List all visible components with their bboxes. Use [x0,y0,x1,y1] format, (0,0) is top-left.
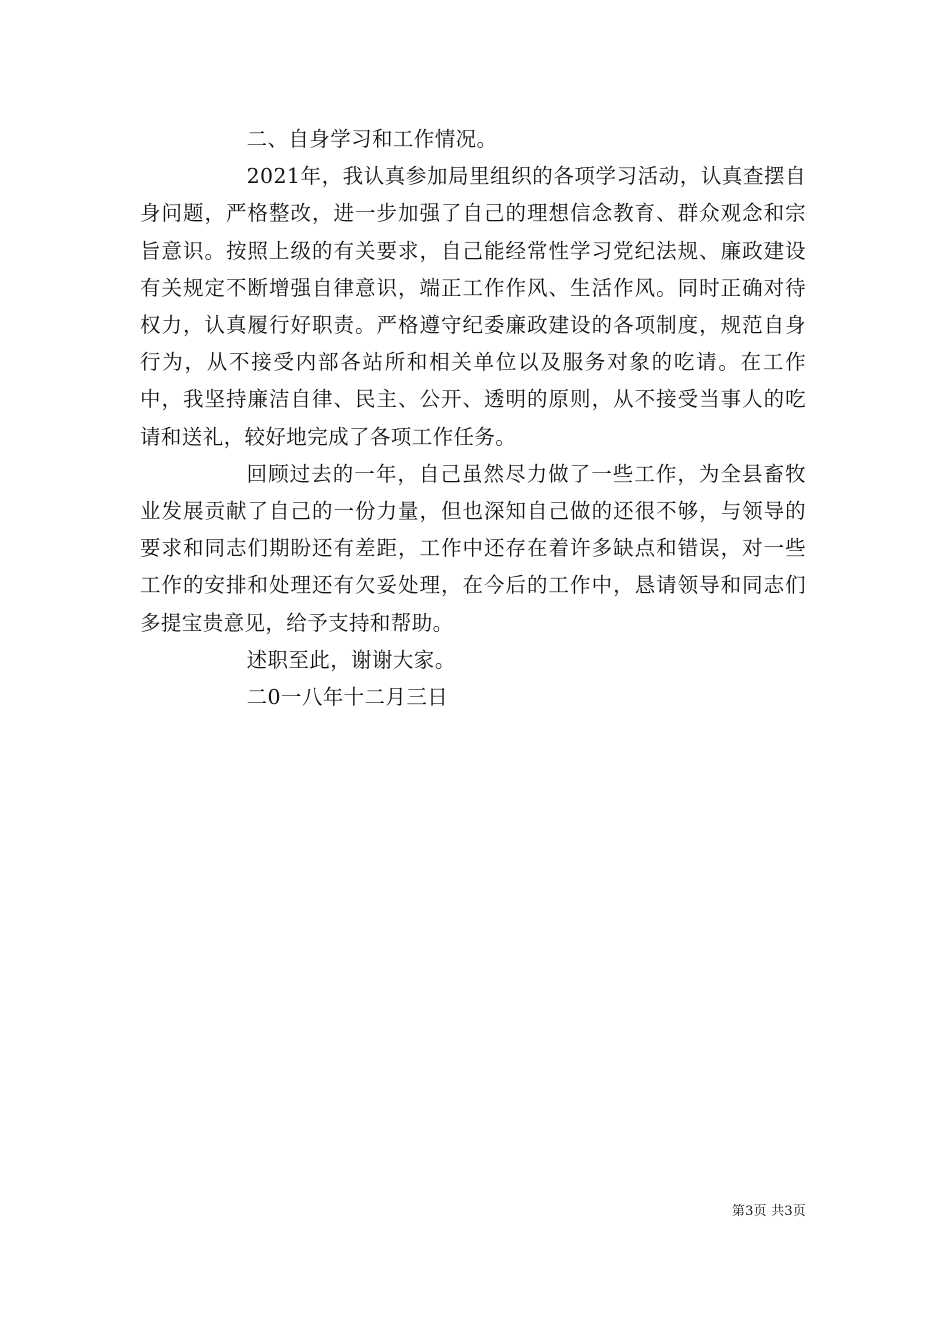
document-body [140,121,806,716]
paragraph-review: 回顾过去的一年，自己虽然尽力做了一些工作，为全县畜牧业发展贡献了自己的一份力量，但也深知自己做的还很不够，与领导的要求和同志们期盼还有差距，工作中还存在着许多缺点和错误，对一些工作的安排和处理还有欠妥处理，在今后的工作中，恳请领导和同志们多提宝贵意见，给予支持和帮助。 [140,461,806,635]
closing-remark: 述职至此，谢谢大家。 [246,647,456,672]
document-date: 二0一八年十二月三日 [246,685,449,710]
section-heading: 二、自身学习和工作情况。 [246,127,498,151]
paragraph-study-work: 2021年，我认真参加局里组织的各项学习活动，认真查摆自身问题，严格整改，进一步加强了自己的理想信念教育、群众观念和宗旨意识。按照上级的有关要求，自己能经常性学习党纪法规、廉政建设有关规定不断增强自律意识，端正工作作风、生活作风。同时正确对待权力，认真履行好职责。严格遵守纪委廉政建设的各项制度，规范自身行为，从不接受内部各站所和相关单位以及服务对象的吃请。在工作中，我坚持廉洁自律、民主、公开、透明的原则，从不接受当事人的吃请和送礼，较好地完成了各项工作任务。 [140,164,806,449]
page-footer: 第3页 共3页 [731,1204,806,1219]
